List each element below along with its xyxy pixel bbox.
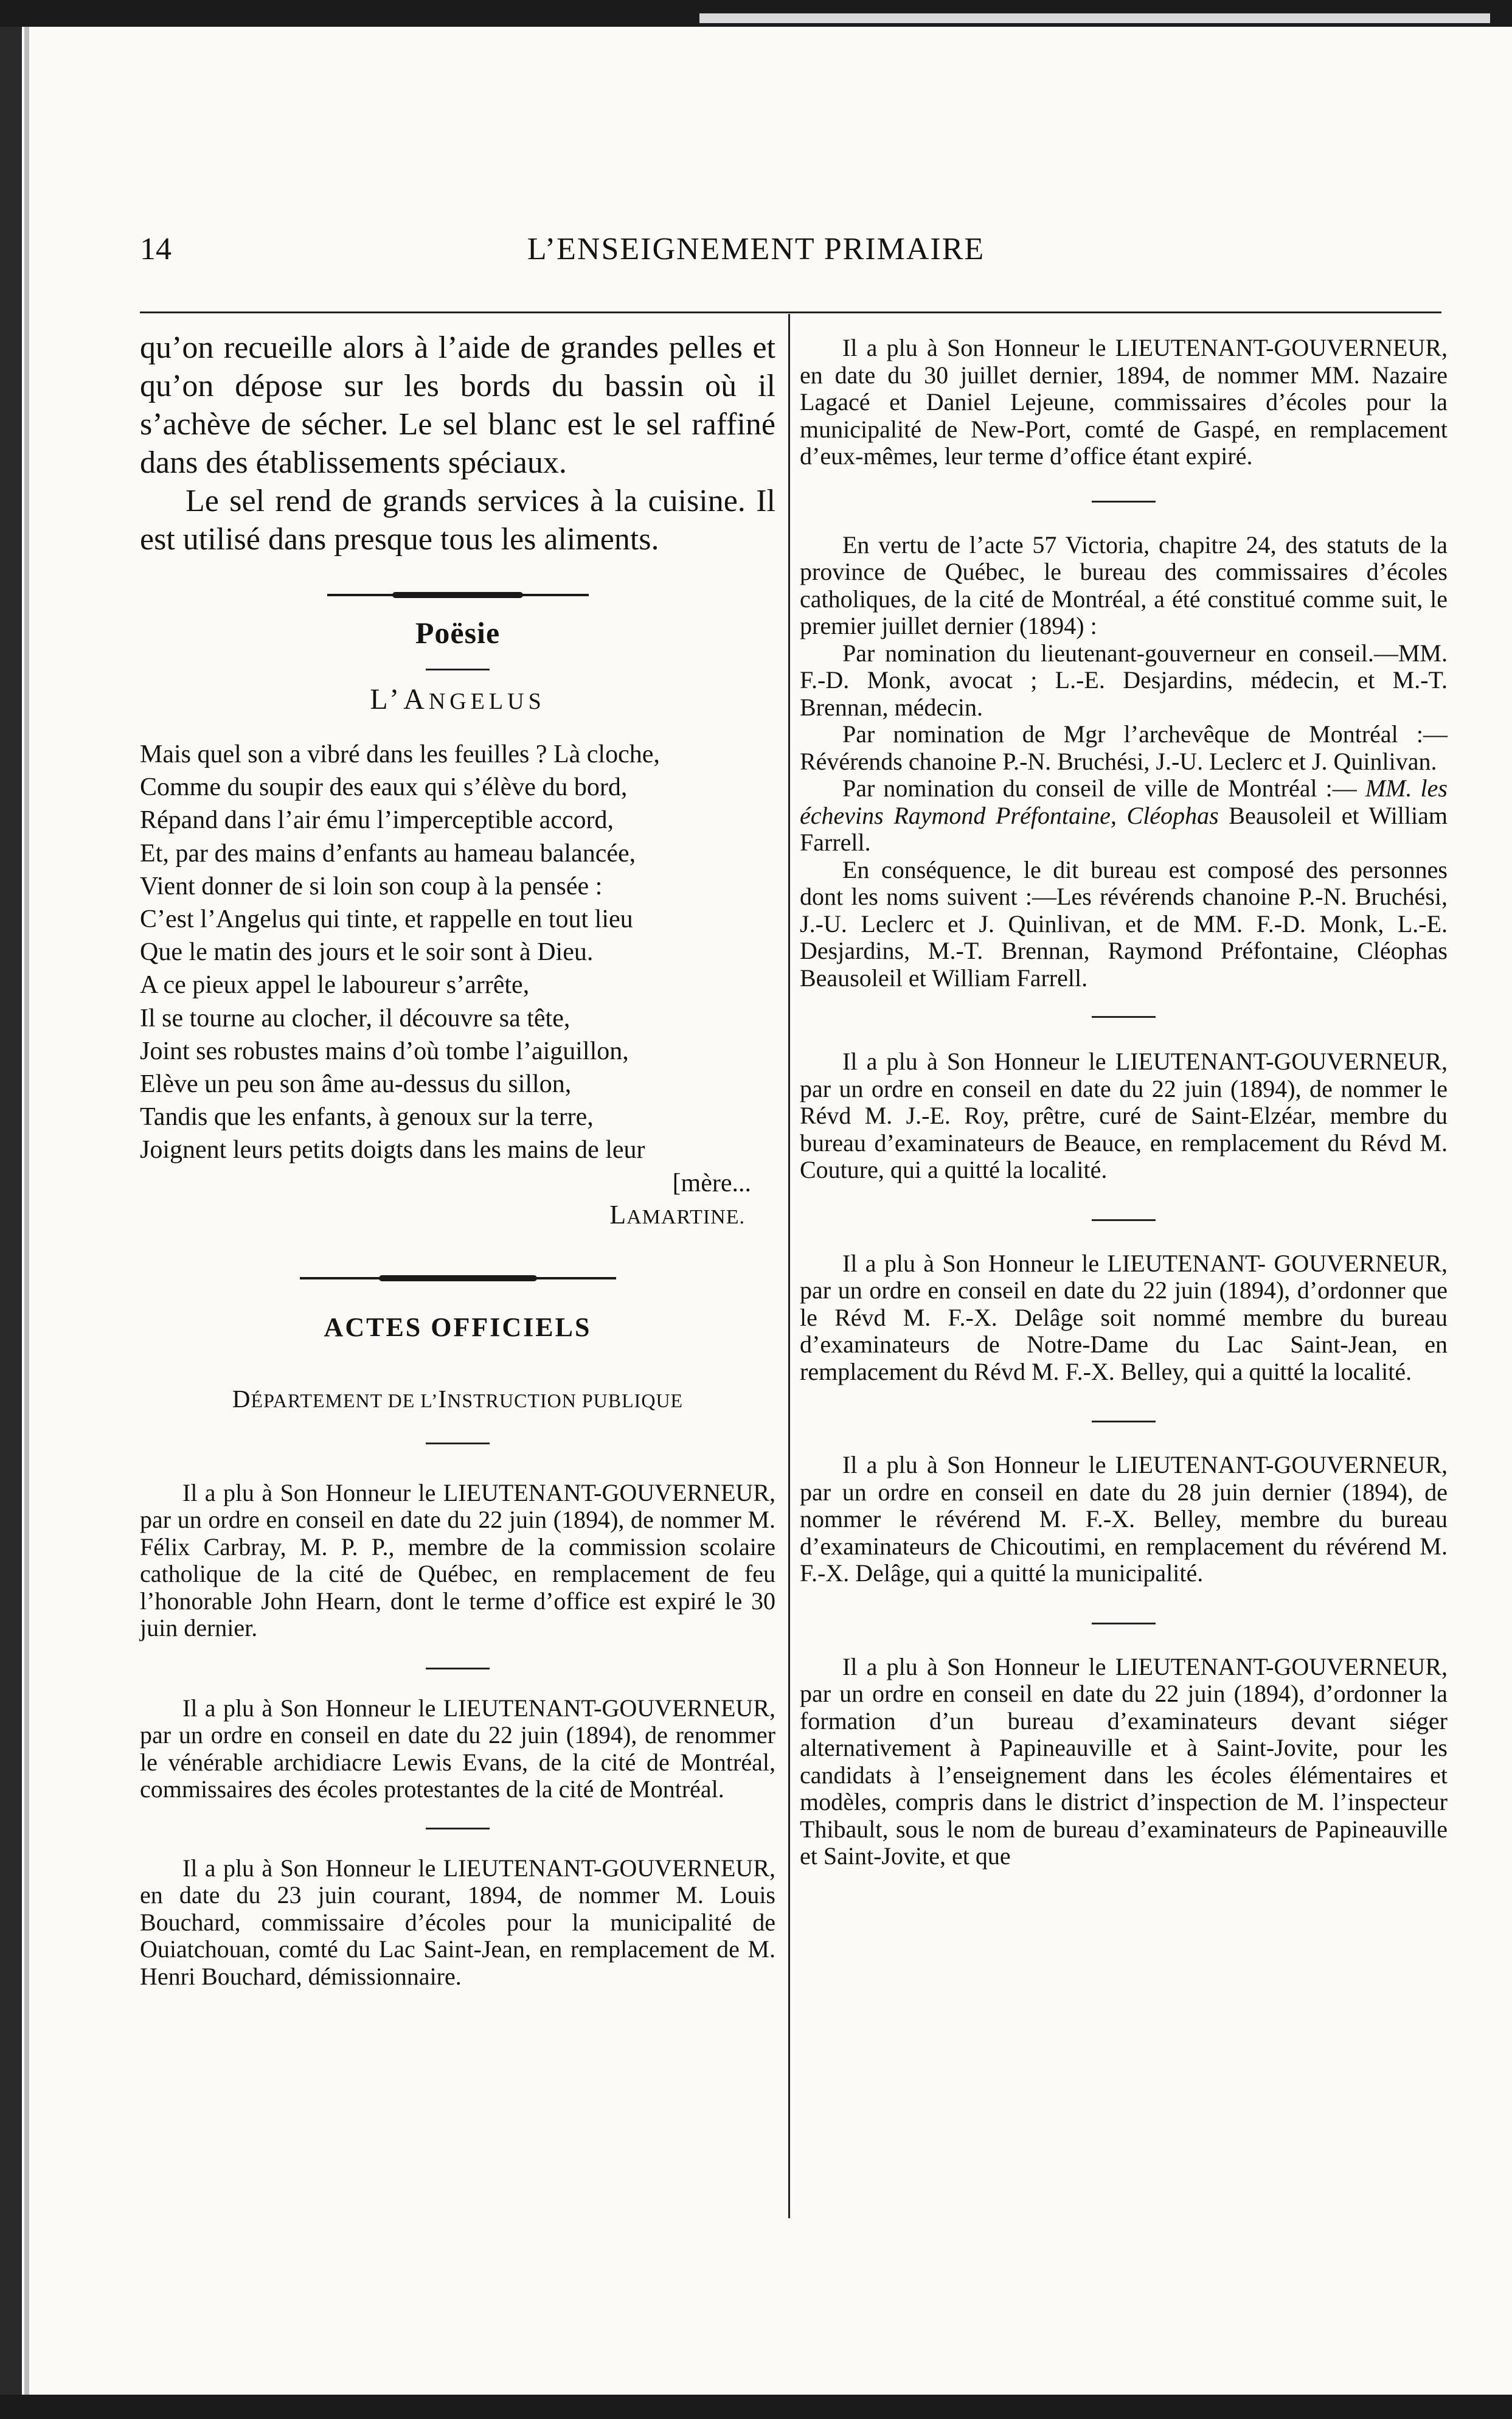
verse-line: Et, par des mains d’enfants au hameau balancée, bbox=[140, 839, 636, 868]
left-column bbox=[140, 329, 775, 1990]
right-column bbox=[800, 329, 1448, 1870]
salt-paragraph-2: Le sel rend de grands services à la cuisine. Il est utilisé dans presque tous les aliments. bbox=[140, 484, 775, 557]
poem-attribution: LAMARTINE. bbox=[609, 1199, 745, 1230]
short-rule bbox=[1092, 1219, 1156, 1221]
scan-border-bottom bbox=[0, 2395, 1512, 2419]
notice-paragraph: En conséquence, le dit bureau est composé des personnes dont les noms suivent :—Les révérends chanoine P.-N. Bruchési, J.-U. Leclerc et J. Quinlivan, et de MM. F.-D. Monk, L.-E. Desjardins, M.-T. Brennan, Raymond Préfontaine, Cléophas Beausoleil et William Farrell. bbox=[800, 855, 1448, 992]
page-header bbox=[140, 231, 1372, 274]
scan-border-top bbox=[0, 0, 1512, 27]
verse-line: C’est l’Angelus qui tinte, et rappelle en tout lieu bbox=[140, 905, 633, 934]
poem bbox=[140, 738, 775, 1233]
verse-line: Vient donner de si loin son coup à la pensée : bbox=[140, 872, 603, 900]
short-rule bbox=[1092, 501, 1156, 503]
verse-continuation: [mère... bbox=[672, 1169, 751, 1197]
verse-line: Joignent leurs petits doigts dans les mains de leur bbox=[140, 1136, 645, 1164]
verse-line: Tandis que les enfants, à genoux sur la terre, bbox=[140, 1103, 594, 1132]
header-rule bbox=[140, 312, 1441, 313]
page-number: 14 bbox=[140, 232, 172, 266]
short-rule bbox=[426, 669, 490, 670]
notice-paragraph: Il a plu à Son Honneur le LIEUTENANT-GOUVERNEUR, par un ordre en conseil en date du 28 juin dernier (1894), de nommer le révérend M. F.-X. Belley, membre du bureau d’examinateurs de Chicoutimi, en remplacement du révérend M. F.-X. Delâge, qui a quitté la municipalité. bbox=[800, 1451, 1448, 1587]
notice-paragraph: Il a plu à Son Honneur le LIEUTENANT-GOUVERNEUR, par un ordre en conseil en date du 22 juin (1894), de nommer le Révd M. J.-E. Roy, prêtre, curé de Saint-Elzéar, membre du bureau d’examinateurs de Beauce, en remplacement du Révd M. Couture, qui a quitté la localité. bbox=[800, 1048, 1448, 1183]
verse-line: Que le matin des jours et le soir sont à Dieu. bbox=[140, 938, 594, 967]
notice-paragraph: Par nomination de Mgr l’archevêque de Montréal :—Révérends chanoine P.-N. Bruchési, J.-U. Leclerc et J. Quinlivan. bbox=[800, 720, 1448, 775]
verse-line: Répand dans l’air ému l’imperceptible accord, bbox=[140, 806, 614, 835]
verse-line: Comme du soupir des eaux qui s’élève du bord, bbox=[140, 773, 628, 802]
section-heading-actes: ACTES OFFICIELS bbox=[324, 1312, 592, 1342]
notice-paragraph: Il a plu à Son Honneur le LIEUTENANT-GOUVERNEUR, par un ordre en conseil en date du 22 juin (1894), de renommer le vénérable archidiacre Lewis Evans, de la cité de Montréal, commissaires des écoles protestantes de la cité de Montréal. bbox=[140, 1694, 775, 1803]
verse-line: Il se tourne au clocher, il découvre sa tête, bbox=[140, 1004, 570, 1032]
verse-line: Elève un peu son âme au-dessus du sillon, bbox=[140, 1070, 572, 1099]
notice-paragraph: Il a plu à Son Honneur le LIEUTENANT- GOUVERNEUR, par un ordre en conseil en date du 22 juin (1894), d’ordonner que le Révd M. F.-X. Delâge soit nommé membre du bureau d’examinateurs de Notre-Dame du Lac Saint-Jean, en remplacement du Révd M. F.-X. Belley, qui a quitté la localité. bbox=[800, 1249, 1448, 1385]
notice-paragraph: Il a plu à Son Honneur le LIEUTENANT-GOUVERNEUR, par un ordre en conseil en date du 22 juin (1894), de nommer M. Félix Carbray, M. P. P., membre de la commission scolaire catholique de la cité de Québec, en remplacement de feu l’honorable John Hearn, dont le terme d’office est expiré le 30 juin dernier. bbox=[140, 1478, 775, 1642]
short-rule bbox=[1092, 1421, 1156, 1422]
notice-paragraph: Par nomination du conseil de ville de Montréal :— MM. les échevins Raymond Préfontaine, Cléophas Beausoleil et William Farrell. bbox=[800, 774, 1448, 856]
verse-line: Mais quel son a vibré dans les feuilles ? Là cloche, bbox=[140, 740, 660, 768]
salt-paragraph: qu’on recueille alors à l’aide de grandes pelles et qu’on dépose sur les bords du bassin où il s’achève de sécher. Le sel blanc est le sel raffiné dans des établissements spéciaux. bbox=[140, 330, 775, 480]
short-rule bbox=[1092, 1016, 1156, 1018]
notice-paragraph: Il a plu à Son Honneur le LIEUTENANT-GOUVERNEUR, en date du 23 juin courant, 1894, de nommer M. Louis Bouchard, commissaire d’écoles pour la municipalité de Ouiatchouan, comté du Lac Saint-Jean, en remplacement de M. Henri Bouchard, démissionnaire. bbox=[140, 1854, 775, 1990]
scan-edge-left bbox=[24, 27, 29, 2395]
notice-paragraph: En vertu de l’acte 57 Victoria, chapitre 24, des statuts de la province de Québec, le bureau des commissaires d’écoles catholiques, de la cité de Montréal, a été constitué comme suit, le premier juillet dernier (1894) : bbox=[800, 531, 1448, 639]
section-heading-poesie: Poësie bbox=[415, 616, 501, 650]
notice-paragraph: Il a plu à Son Honneur le LIEUTENANT-GOUVERNEUR, par un ordre en conseil en date du 22 juin (1894), d’ordonner la formation d’un bureau d’examinateurs devant siéger alternativement à Papineauville et à Saint-Jovite, pour les candidats à l’enseignement dans les écoles élémentaires et modèles, compris dans le district d’inspection de M. l’inspecteur Thibault, sous le nom de bureau d’examinateurs de Papineauville et Saint-Jovite, et que bbox=[800, 1652, 1448, 1870]
short-rule bbox=[426, 1668, 490, 1669]
ornament-divider bbox=[327, 592, 589, 598]
ornament-divider bbox=[300, 1275, 616, 1281]
notice-paragraph: Il a plu à Son Honneur le LIEUTENANT-GOUVERNEUR, en date du 30 juillet dernier, 1894, de nommer MM. Nazaire Lagacé et Daniel Lejeune, commissaires d’écoles pour la municipalité de New-Port, comté de Gaspé, en remplacement d’eux-mêmes, leur terme d’office étant expiré. bbox=[800, 334, 1448, 470]
short-rule bbox=[426, 1443, 490, 1444]
short-rule bbox=[1092, 1623, 1156, 1624]
scan-border-left bbox=[0, 27, 22, 2395]
running-title: L’ENSEIGNEMENT PRIMAIRE bbox=[527, 232, 985, 266]
verse-line: Joint ses robustes mains d’où tombe l’aiguillon, bbox=[140, 1037, 629, 1065]
short-rule bbox=[426, 1828, 490, 1829]
column-divider bbox=[788, 314, 790, 2218]
department-heading: DÉPARTEMENT DE L’INSTRUCTION PUBLIQUE bbox=[232, 1384, 684, 1413]
verse-line: A ce pieux appel le laboureur s’arrête, bbox=[140, 971, 530, 1000]
notice-paragraph: Par nomination du lieutenant-gouverneur en conseil.—MM. F.-D. Monk, avocat ; L.-E. Desjardins, médecin, et M.-T. Brennan, médecin. bbox=[800, 639, 1448, 721]
poem-title: L’ANGELUS bbox=[370, 683, 546, 715]
